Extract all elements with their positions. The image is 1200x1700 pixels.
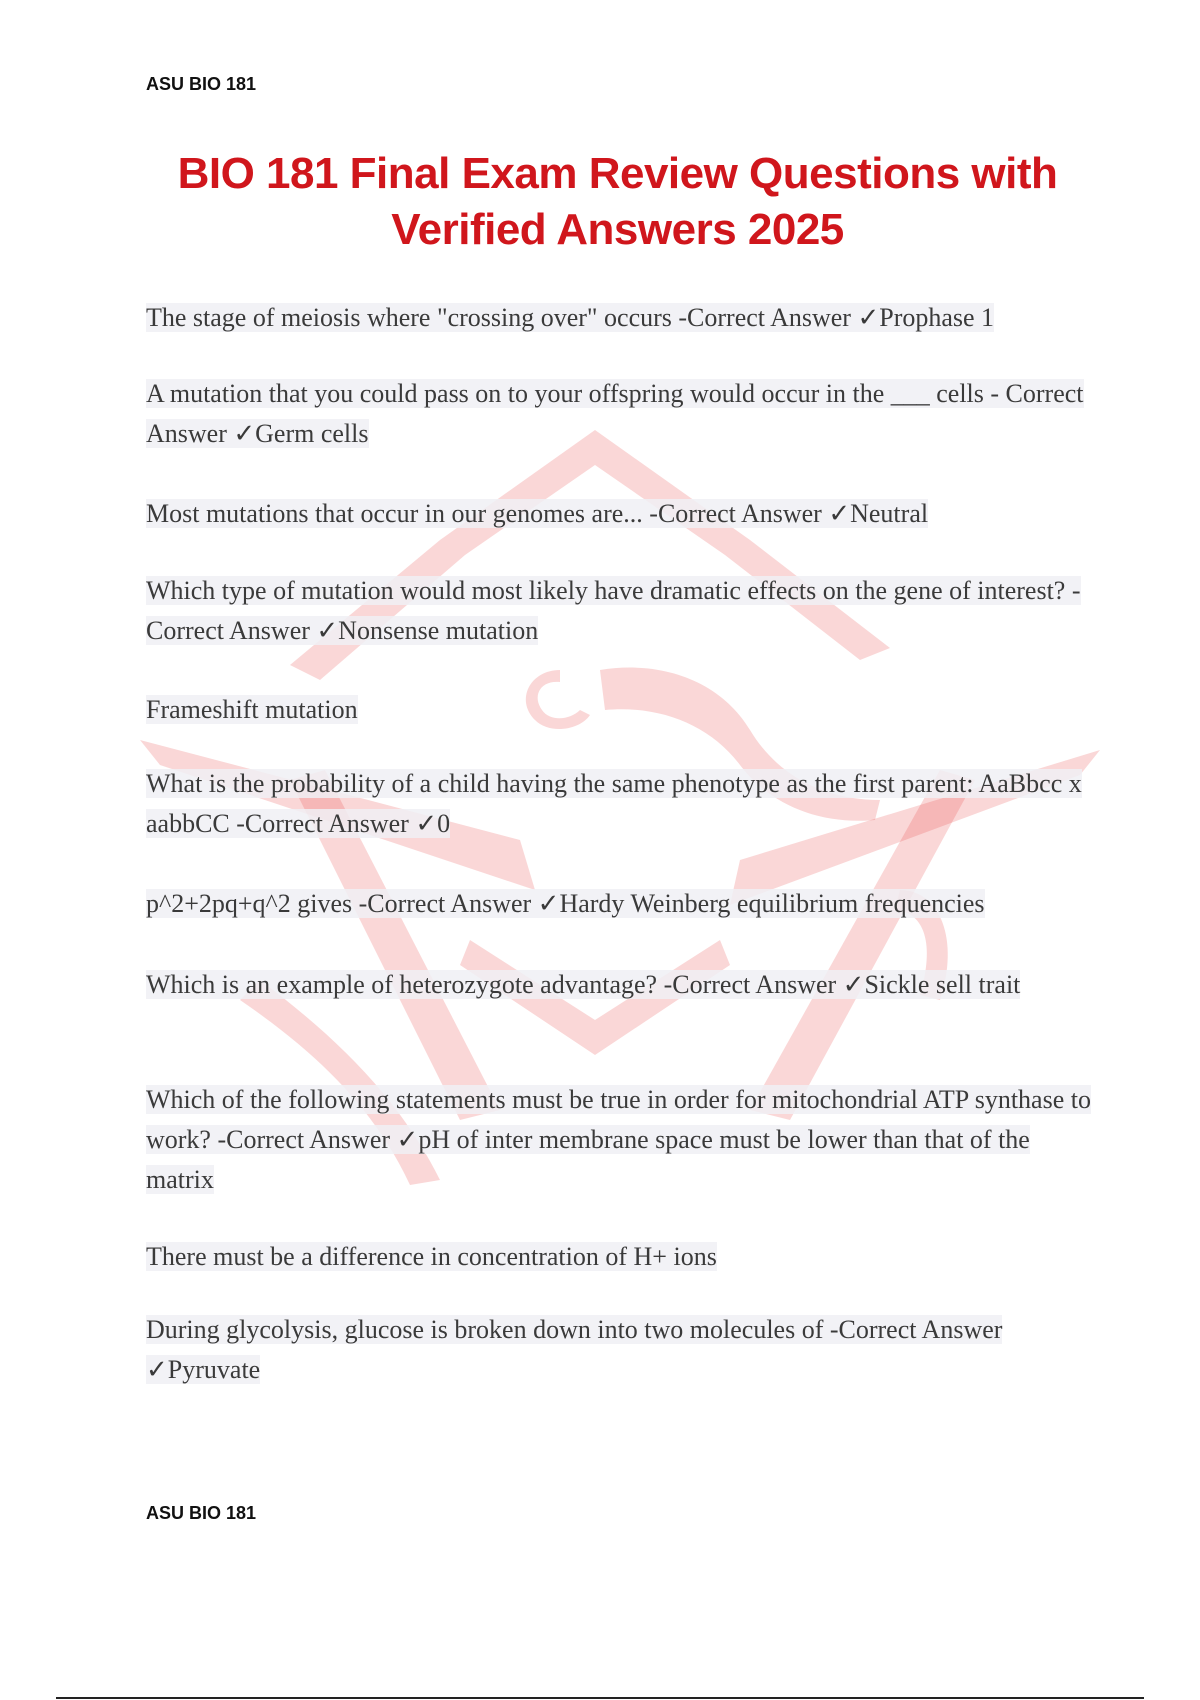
qa-item-text: There must be a difference in concentration of H+ ions bbox=[146, 1242, 717, 1271]
qa-item-text: Which of the following statements must be true in order for mitochondrial ATP synthase to work? -Correct Answer ✓pH of inter membrane space must be lower than that of the matrix bbox=[146, 1085, 1091, 1194]
qa-item bbox=[146, 764, 1091, 844]
qa-item bbox=[146, 494, 1091, 534]
qa-item-text: Which is an example of heterozygote advantage? -Correct Answer ✓Sickle sell trait bbox=[146, 970, 1021, 999]
qa-item-text: A mutation that you could pass on to your offspring would occur in the ___ cells - Correct Answer ✓Germ cells bbox=[146, 379, 1084, 448]
qa-item bbox=[146, 571, 1091, 651]
qa-item-text: During glycolysis, glucose is broken down into two molecules of -Correct Answer ✓Pyruvate bbox=[146, 1315, 1003, 1384]
document-title-line-2: Verified Answers 2025 bbox=[391, 205, 844, 254]
qa-item bbox=[146, 374, 1091, 454]
qa-item bbox=[146, 884, 1091, 924]
qa-item-text: What is the probability of a child having the same phenotype as the first parent: AaBbcc x aabbCC -Correct Answer ✓0 bbox=[146, 769, 1082, 838]
qa-item-text: Frameshift mutation bbox=[146, 695, 358, 724]
qa-item bbox=[146, 1310, 1091, 1390]
qa-item bbox=[146, 965, 1091, 1005]
document-title-line-1: BIO 181 Final Exam Review Questions with bbox=[177, 149, 1058, 198]
qa-item bbox=[146, 1237, 1091, 1277]
qa-item-text: Which type of mutation would most likely have dramatic effects on the gene of interest? -Correct Answer ✓Nonsense mutation bbox=[146, 576, 1081, 645]
qa-item bbox=[146, 690, 1091, 730]
qa-item bbox=[146, 1080, 1091, 1200]
page-header-label: ASU BIO 181 bbox=[146, 74, 257, 94]
page-footer-label: ASU BIO 181 bbox=[146, 1503, 257, 1523]
qa-item-text: Most mutations that occur in our genomes are... -Correct Answer ✓Neutral bbox=[146, 499, 929, 528]
document-title bbox=[150, 146, 1085, 258]
page-bottom-divider bbox=[56, 1697, 1144, 1699]
qa-item-text: p^2+2pq+q^2 gives -Correct Answer ✓Hardy Weinberg equilibrium frequencies bbox=[146, 889, 985, 918]
qa-item bbox=[146, 298, 1091, 338]
qa-item-text: The stage of meiosis where "crossing over" occurs -Correct Answer ✓Prophase 1 bbox=[146, 303, 995, 332]
